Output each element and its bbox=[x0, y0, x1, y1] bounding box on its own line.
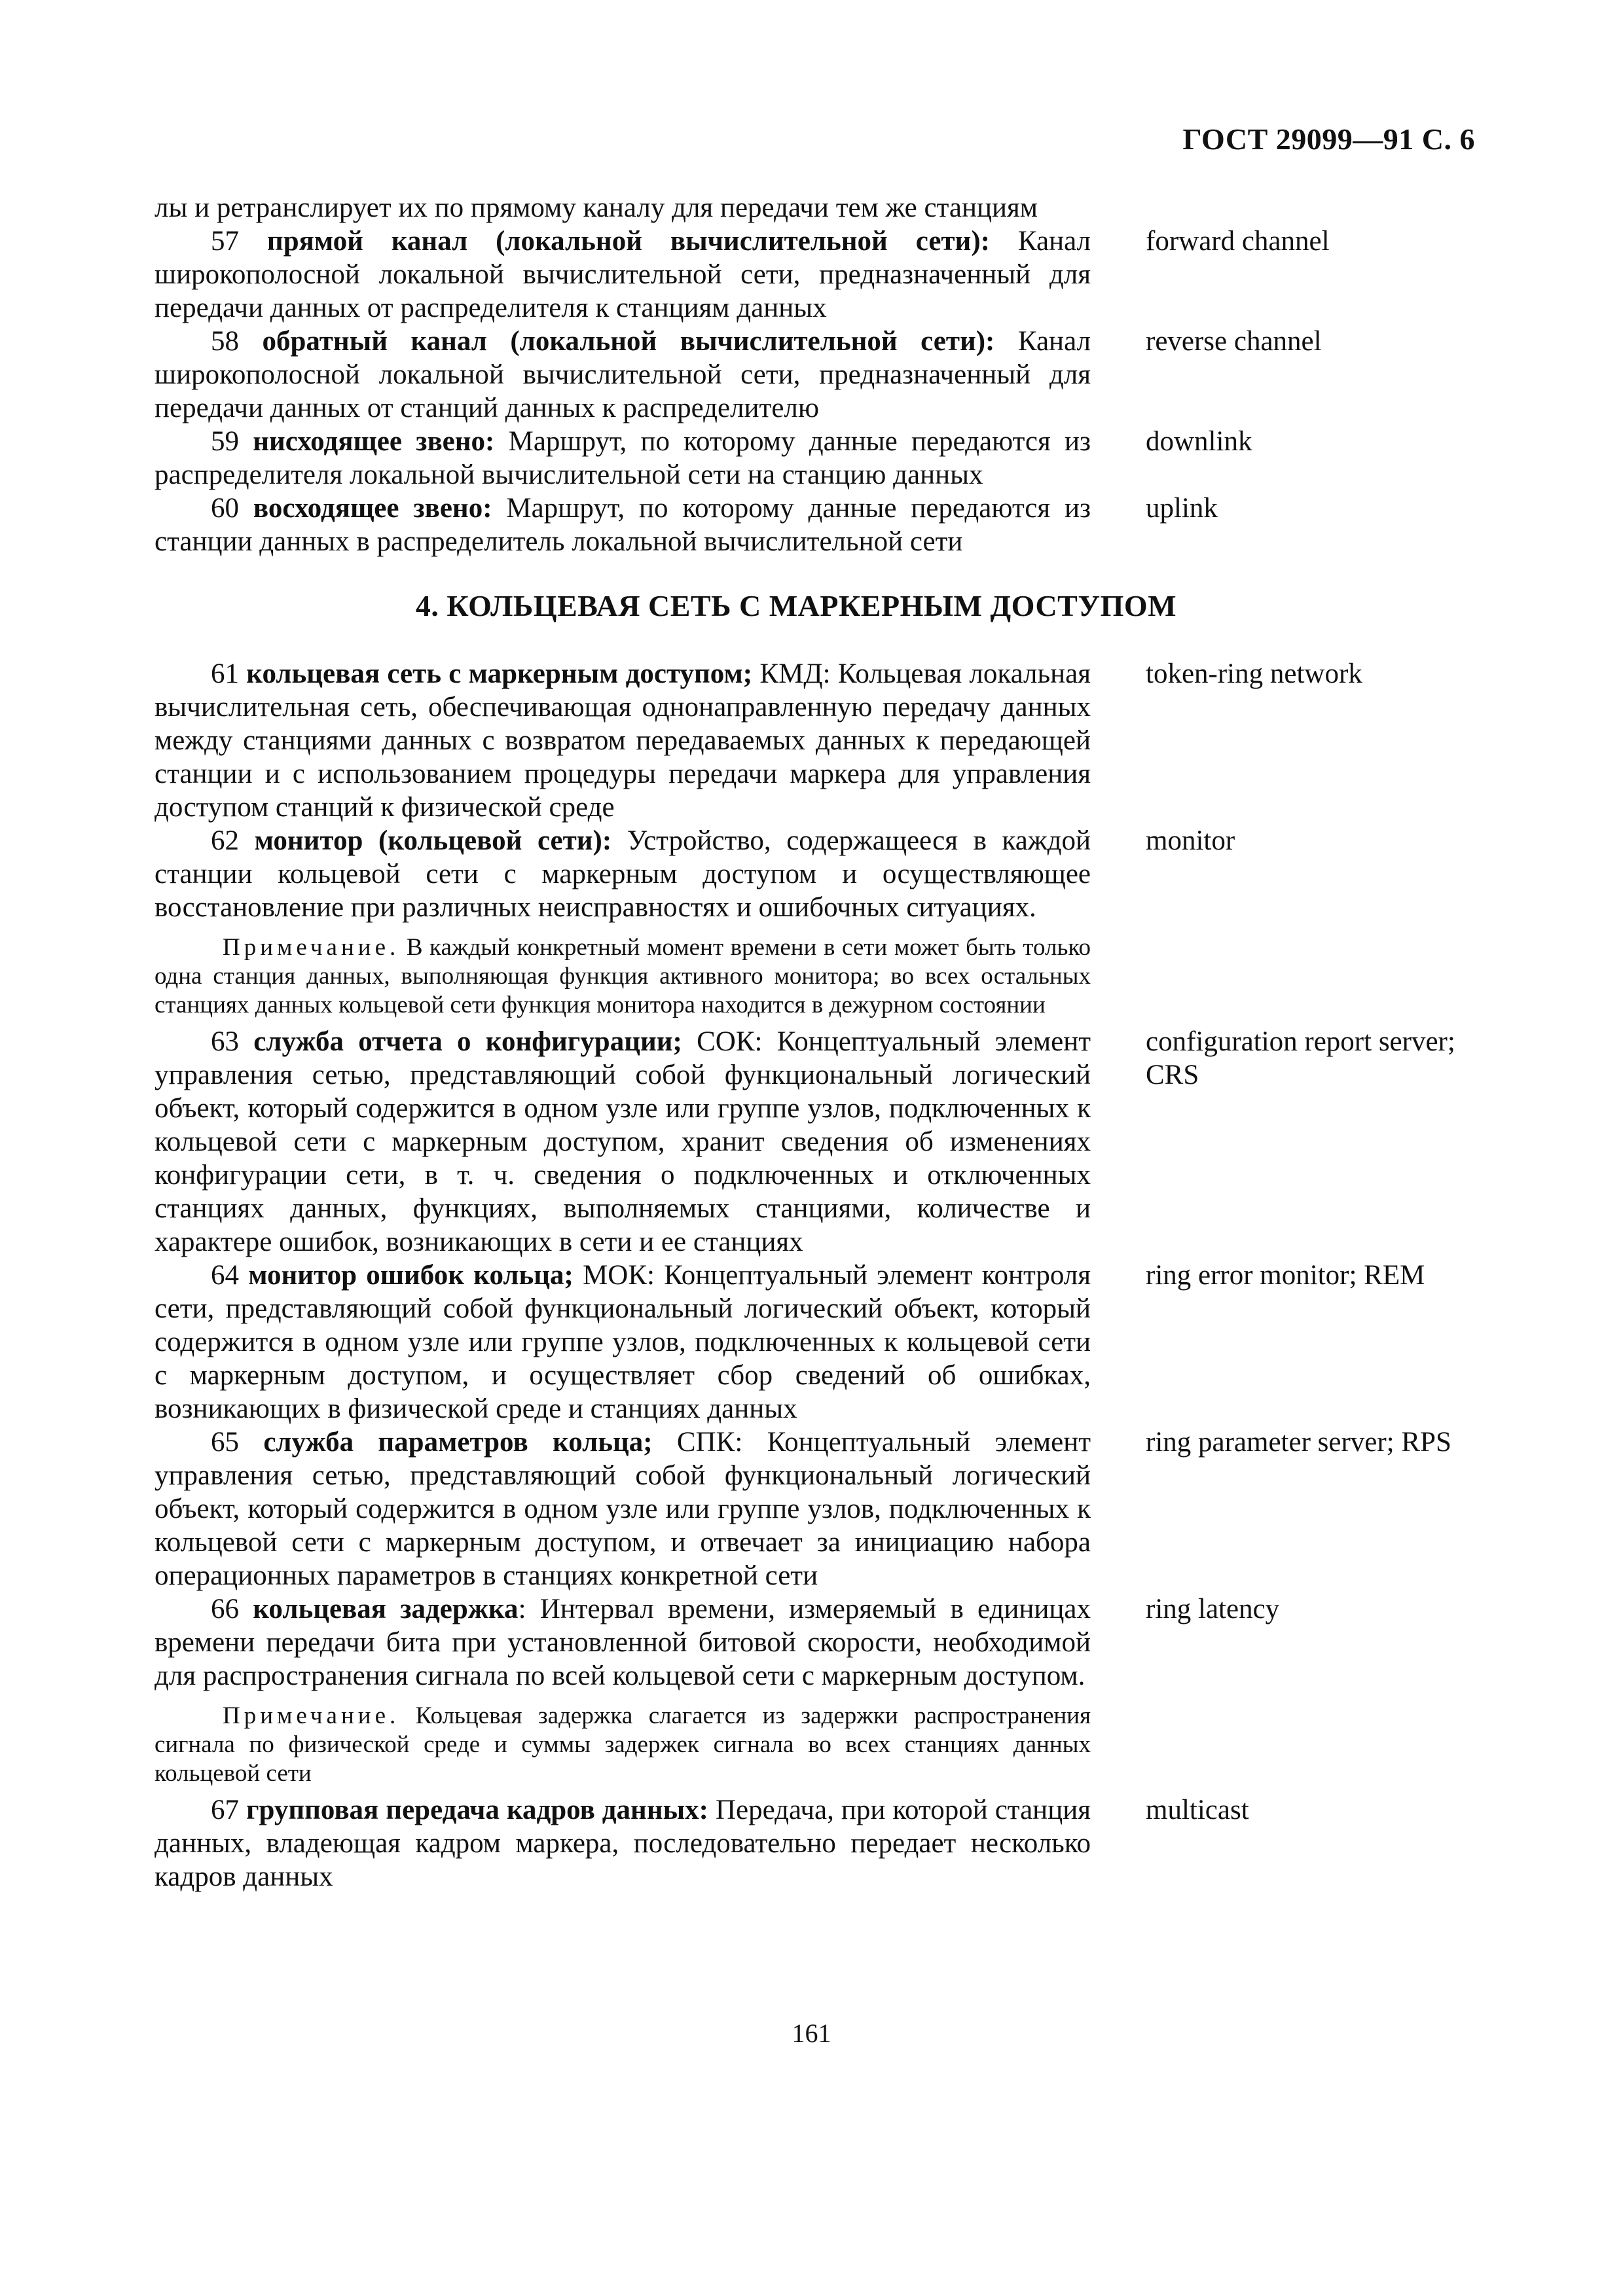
entry-definition: МОК: Концептуальный элемент контроля сети, представляющий собой функциональный логический объект, который содержится в одном узле или группе узлов, подключенных к кольцевой сети с маркерным доступом, и осуществляет сбор сведений об ошибках, возникающих в физической среде и станциях данных bbox=[155, 1260, 1091, 1424]
entry-english-term: downlink bbox=[1146, 426, 1252, 457]
entry-term: нисходящее звено: bbox=[253, 426, 495, 457]
continuation-text: лы и ретранслирует их по прямому каналу для передачи тем же станциям bbox=[155, 192, 1038, 223]
entry-number: 60 bbox=[211, 493, 239, 524]
entry-term: обратный канал (локальной вычислительной сети): bbox=[262, 326, 995, 357]
term-entry bbox=[155, 1592, 1497, 1693]
entry-number: 64 bbox=[211, 1260, 239, 1291]
entry-english-term: ring latency bbox=[1146, 1594, 1280, 1624]
page-number: 161 bbox=[792, 2018, 831, 2048]
term-entry bbox=[155, 1259, 1497, 1426]
entry-number: 67 bbox=[211, 1795, 239, 1825]
page-header: ГОСТ 29099—91 С. 6 bbox=[1182, 122, 1475, 156]
entry-list-a bbox=[155, 224, 1497, 558]
section-heading: 4. КОЛЬЦЕВАЯ СЕТЬ С МАРКЕРНЫМ ДОСТУПОМ bbox=[415, 589, 1177, 622]
entry-term: кольцевая задержка bbox=[253, 1594, 519, 1624]
entry-number: 57 bbox=[211, 226, 239, 257]
note-label: Примечание. bbox=[223, 934, 400, 961]
note-label: Примечание. bbox=[223, 1702, 400, 1729]
entry-definition: Канал широкополосной локальной вычислительной сети, предназначенный для передачи данных от распределителя к станциям данных bbox=[155, 226, 1091, 323]
entry-term: служба отчета о конфигурации; bbox=[253, 1026, 682, 1057]
term-entry bbox=[155, 224, 1497, 325]
continuation-paragraph bbox=[155, 191, 1497, 224]
entry-number: 63 bbox=[211, 1026, 239, 1057]
entry-english-term: token-ring network bbox=[1146, 658, 1362, 689]
entry-definition: Канал широкополосной локальной вычислительной сети, предназначенный для передачи данных от станций данных к распределителю bbox=[155, 326, 1091, 423]
note-text: В каждый конкретный момент времени в сети может быть только одна станция данных, выполняющая функция активного монитора; во всех остальных станциях данных кольцевой сети функция монитора находится в дежурном состоянии bbox=[155, 934, 1091, 1018]
entry-number: 59 bbox=[211, 426, 239, 457]
entry-number: 66 bbox=[211, 1594, 239, 1624]
term-entry bbox=[155, 824, 1497, 924]
entry-number: 62 bbox=[211, 825, 239, 856]
entry-english-term: monitor bbox=[1146, 825, 1235, 856]
entry-definition: : Интервал времени, измеряемый в единицах времени передачи бита при установленной битовой скорости, необходимой для распространения сигнала по всей кольцевой сети с маркерным доступом. bbox=[155, 1594, 1091, 1691]
entry-definition: Маршрут, по которому данные передаются из распределителя локальной вычислительной сети на станцию данных bbox=[155, 426, 1091, 490]
term-entry bbox=[155, 325, 1497, 425]
note-paragraph bbox=[155, 1702, 1091, 1788]
entry-term: служба параметров кольца; bbox=[263, 1427, 653, 1458]
note-paragraph bbox=[155, 933, 1091, 1020]
term-entry bbox=[155, 1793, 1497, 1893]
entry-definition: Устройство, содержащееся в каждой станции кольцевой сети с маркерным доступом и осуществляющее восстановление при различных неисправностях и ошибочных ситуациях. bbox=[155, 825, 1091, 923]
entry-english-term: multicast bbox=[1146, 1795, 1249, 1825]
entry-term: групповая передача кадров данных: bbox=[246, 1795, 708, 1825]
entry-list-c bbox=[155, 1025, 1497, 1693]
entry-term: восходящее звено: bbox=[253, 493, 492, 524]
term-entry bbox=[155, 1025, 1497, 1259]
entry-definition: Маршрут, по которому данные передаются из станции данных в распределитель локальной вычислительной сети bbox=[155, 493, 1091, 557]
entry-english-term: configuration report server; CRS bbox=[1146, 1026, 1455, 1090]
entry-definition: Передача, при которой станция данных, владеющая кадром маркера, последовательно передает несколько кадров данных bbox=[155, 1795, 1091, 1892]
entry-definition: КМД: Кольцевая локальная вычислительная сеть, обеспечивающая однонаправленную передачу данных между станциями данных с возвратом передаваемых данных к передающей станции и с использованием процедуры передачи маркера для управления доступом станций к физической среде bbox=[155, 658, 1091, 823]
entry-definition: СПК: Концептуальный элемент управления сетью, представляющий собой функциональный логический объект, который содержится в одном узле или группе узлов, подключенных к кольцевой сети с маркерным доступом, и отвечает за инициацию набора операционных параметров в станциях конкретной сети bbox=[155, 1427, 1091, 1591]
entry-number: 65 bbox=[211, 1427, 239, 1458]
entry-number: 58 bbox=[211, 326, 239, 357]
entry-english-term: reverse channel bbox=[1146, 326, 1322, 357]
entry-list-d bbox=[155, 1793, 1497, 1893]
entry-english-term: forward channel bbox=[1146, 226, 1330, 257]
entry-term: монитор ошибок кольца; bbox=[248, 1260, 574, 1291]
note-text: Кольцевая задержка слагается из задержки распространения сигнала по физической среде и суммы задержек сигнала во всех станциях данных кольцевой сети bbox=[155, 1702, 1091, 1787]
entry-term: монитор (кольцевой сети): bbox=[254, 825, 612, 856]
term-entry bbox=[155, 492, 1497, 558]
entry-term: кольцевая сеть с маркерным доступом; bbox=[246, 658, 753, 689]
entry-term: прямой канал (локальной вычислительной сети): bbox=[266, 226, 990, 257]
entry-english-term: ring error monitor; REM bbox=[1146, 1260, 1425, 1291]
term-entry bbox=[155, 425, 1497, 492]
entry-definition: СОК: Концептуальный элемент управления сетью, представляющий собой функциональный логический объект, который содержится в одном узле или группе узлов, подключенных к кольцевой сети с маркерным доступом, хранит сведения об изменениях конфигурации сети, в т. ч. сведения о подключенных и отключенных станциях данных, функциях, выполняемых станциями, количестве и характере ошибок, возникающих в сети и ее станциях bbox=[155, 1026, 1091, 1257]
entry-english-term: uplink bbox=[1146, 493, 1218, 524]
entry-list-b bbox=[155, 657, 1497, 924]
term-entry bbox=[155, 657, 1497, 824]
term-entry bbox=[155, 1426, 1497, 1592]
entry-number: 61 bbox=[211, 658, 239, 689]
document-body bbox=[155, 191, 1497, 1893]
entry-english-term: ring parameter server; RPS bbox=[1146, 1427, 1451, 1458]
